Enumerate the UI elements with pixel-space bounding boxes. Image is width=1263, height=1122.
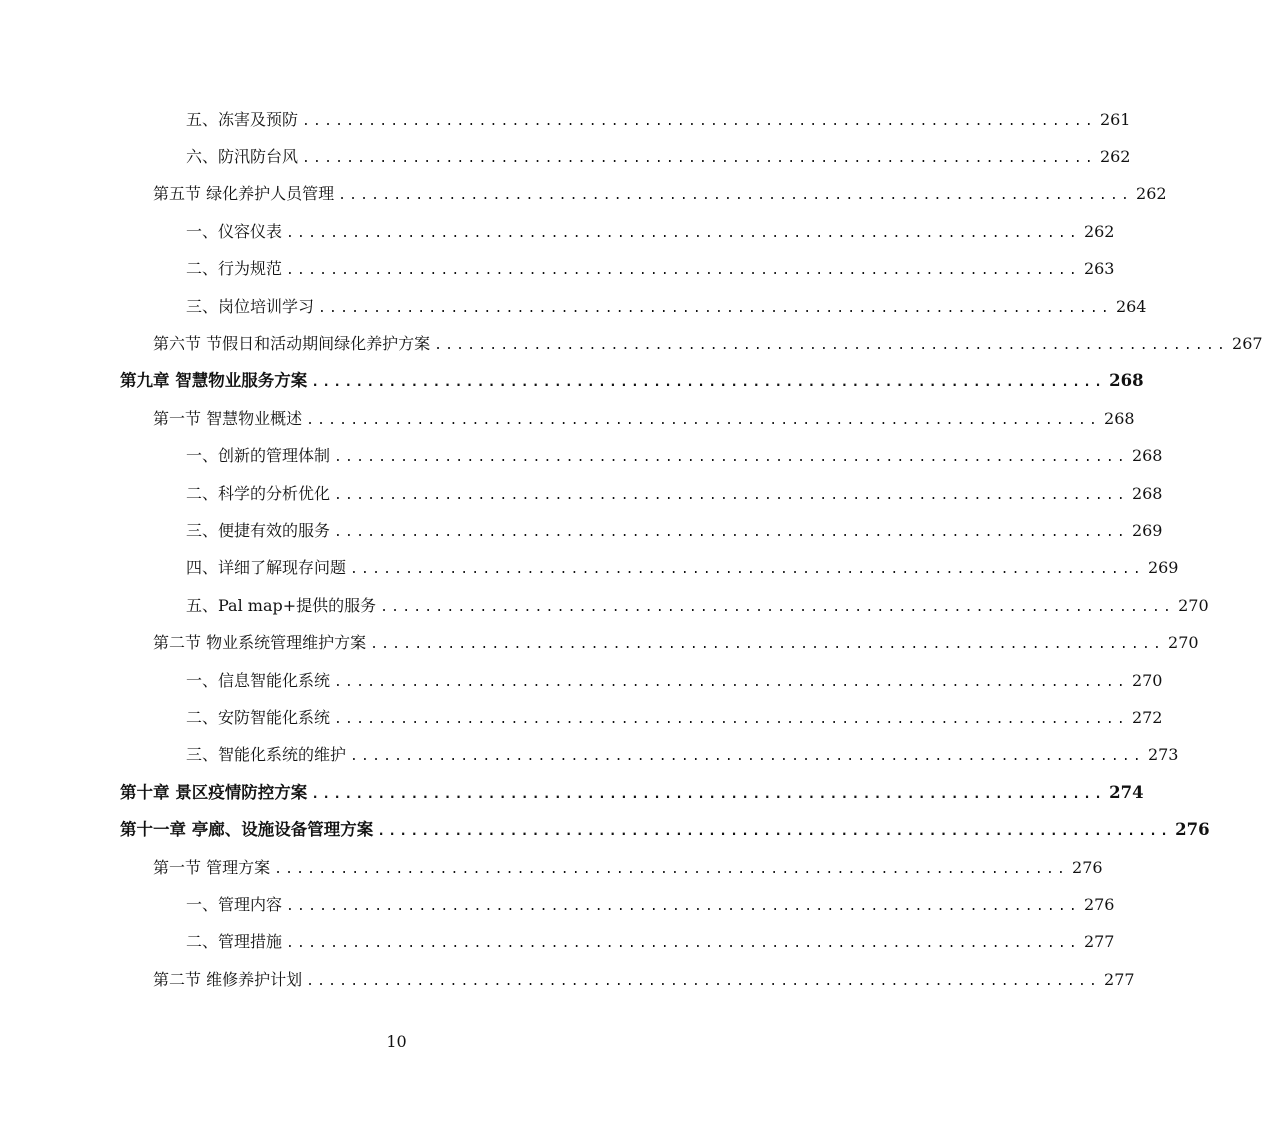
- toc-entry-title: 二、科学的分析优化: [186, 484, 334, 504]
- dot-leader: ........................................................................: [334, 711, 1128, 727]
- toc-entry-page: 270: [1178, 595, 1209, 615]
- toc-entry-title: 一、管理内容: [186, 895, 286, 915]
- toc-entry-title: 第二节 物业系统管理维护方案: [153, 633, 370, 653]
- toc-entry-page: 262: [1099, 147, 1131, 167]
- toc-entry-title: 五、Pal map+提供的服务: [186, 596, 380, 616]
- toc-entry-title: 二、安防智能化系统: [186, 708, 334, 728]
- toc-entry-title: 第一节 智慧物业概述: [153, 409, 306, 429]
- toc-entry[interactable]: [0, 961, 1135, 998]
- toc-entry-page: 268: [1131, 446, 1163, 466]
- toc-entry-title: 五、冻害及预防: [186, 110, 302, 130]
- toc-entry-page: 268: [1131, 483, 1163, 503]
- toc-entry[interactable]: [0, 101, 1131, 138]
- toc-entry-title: 一、仪容仪表: [186, 222, 286, 242]
- toc-entry-title: 三、岗位培训学习: [186, 297, 318, 317]
- toc-entry-page: 267: [1232, 334, 1263, 354]
- toc-entry-page: 264: [1115, 296, 1147, 316]
- toc-entry-title: 第五节 绿化养护人员管理: [153, 184, 338, 204]
- toc-entry-page: 274: [1109, 782, 1144, 802]
- toc-entry-page: 277: [1104, 969, 1135, 989]
- toc-entry-title: 一、信息智能化系统: [186, 671, 334, 691]
- toc-entry-page: 262: [1083, 221, 1115, 241]
- toc-chapter-entry[interactable]: [0, 363, 1144, 400]
- toc-entry[interactable]: [0, 699, 1163, 736]
- dot-leader: ........................................................................: [311, 375, 1106, 391]
- toc-entry-page: 270: [1168, 633, 1199, 653]
- toc-entry-title: 二、管理措施: [186, 932, 286, 952]
- toc-entry[interactable]: [0, 662, 1163, 699]
- dot-leader: ........................................................................: [306, 412, 1101, 428]
- toc-entry-page: 269: [1147, 558, 1179, 578]
- dot-leader: ........................................................................: [434, 338, 1229, 354]
- toc-entry[interactable]: [0, 400, 1135, 437]
- toc-entry[interactable]: [0, 550, 1179, 587]
- toc-entry-page: 269: [1131, 520, 1163, 540]
- toc-entry-page: 268: [1104, 408, 1135, 428]
- toc-entry-page: 272: [1131, 707, 1163, 727]
- toc-entry[interactable]: [0, 512, 1163, 549]
- dot-leader: ........................................................................: [350, 749, 1144, 765]
- toc-entry[interactable]: [0, 624, 1199, 661]
- dot-leader: ........................................................................: [286, 898, 1080, 914]
- toc-entry[interactable]: [0, 176, 1167, 213]
- toc-entry[interactable]: [0, 886, 1115, 923]
- toc-entry-page: 270: [1131, 670, 1163, 690]
- toc-entry-title: 二、行为规范: [186, 259, 286, 279]
- toc-entry-page: 268: [1109, 371, 1144, 391]
- dot-leader: ........................................................................: [302, 113, 1096, 129]
- dot-leader: ........................................................................: [334, 674, 1128, 690]
- toc-entry-page: 277: [1083, 932, 1115, 952]
- dot-leader: ........................................................................: [370, 637, 1165, 653]
- toc-entry-title: 第六节 节假日和活动期间绿化养护方案: [153, 334, 434, 354]
- toc-entry[interactable]: [0, 587, 1209, 624]
- dot-leader: ........................................................................: [286, 263, 1080, 279]
- toc-entry[interactable]: [0, 138, 1131, 175]
- dot-leader: ........................................................................: [377, 824, 1172, 840]
- toc-entry-page: 262: [1136, 184, 1167, 204]
- toc-entry[interactable]: [0, 438, 1163, 475]
- toc-entry-title: 第十章 景区疫情防控方案: [120, 783, 311, 803]
- toc-entry-page: 276: [1072, 857, 1103, 877]
- toc-chapter-entry[interactable]: [0, 774, 1144, 811]
- toc-entry-title: 一、创新的管理体制: [186, 446, 334, 466]
- toc-entry-page: 261: [1099, 109, 1131, 129]
- toc-entry-page: 276: [1175, 820, 1210, 840]
- toc-entry[interactable]: [0, 213, 1115, 250]
- toc-entry-title: 三、智能化系统的维护: [186, 745, 350, 765]
- toc-entry-title: 第十一章 亭廊、设施设备管理方案: [120, 820, 377, 840]
- dot-leader: ........................................................................: [302, 151, 1096, 167]
- dot-leader: ........................................................................: [306, 973, 1101, 989]
- dot-leader: ........................................................................: [338, 188, 1133, 204]
- dot-leader: ........................................................................: [311, 786, 1106, 802]
- toc-entry-title: 六、防汛防台风: [186, 147, 302, 167]
- toc-entry-title: 第九章 智慧物业服务方案: [120, 371, 311, 391]
- toc-entry-title: 三、便捷有效的服务: [186, 521, 334, 541]
- dot-leader: ........................................................................: [318, 300, 1112, 316]
- toc-entry[interactable]: [0, 849, 1103, 886]
- dot-leader: ........................................................................: [350, 562, 1144, 578]
- dot-leader: ........................................................................: [334, 487, 1128, 503]
- toc-entry-title: 第二节 维修养护计划: [153, 970, 306, 990]
- dot-leader: ........................................................................: [380, 599, 1175, 615]
- toc-entry[interactable]: [0, 251, 1115, 288]
- dot-leader: ........................................................................: [286, 225, 1080, 241]
- dot-leader: ........................................................................: [274, 861, 1069, 877]
- dot-leader: ........................................................................: [334, 524, 1128, 540]
- page-number: 10: [386, 1032, 407, 1051]
- toc-entry-page: 263: [1083, 259, 1115, 279]
- toc-entry-page: 276: [1083, 894, 1115, 914]
- dot-leader: ........................................................................: [334, 450, 1128, 466]
- toc-entry[interactable]: [0, 325, 1263, 362]
- toc-entry-title: 第一节 管理方案: [153, 858, 274, 878]
- toc-entry-title: 四、详细了解现存问题: [186, 558, 350, 578]
- table-of-contents: [0, 101, 1263, 998]
- toc-entry[interactable]: [0, 475, 1163, 512]
- dot-leader: ........................................................................: [286, 936, 1080, 952]
- toc-entry[interactable]: [0, 924, 1115, 961]
- toc-entry[interactable]: [0, 737, 1179, 774]
- toc-entry[interactable]: [0, 288, 1147, 325]
- toc-chapter-entry[interactable]: [0, 811, 1210, 848]
- toc-entry-page: 273: [1147, 745, 1179, 765]
